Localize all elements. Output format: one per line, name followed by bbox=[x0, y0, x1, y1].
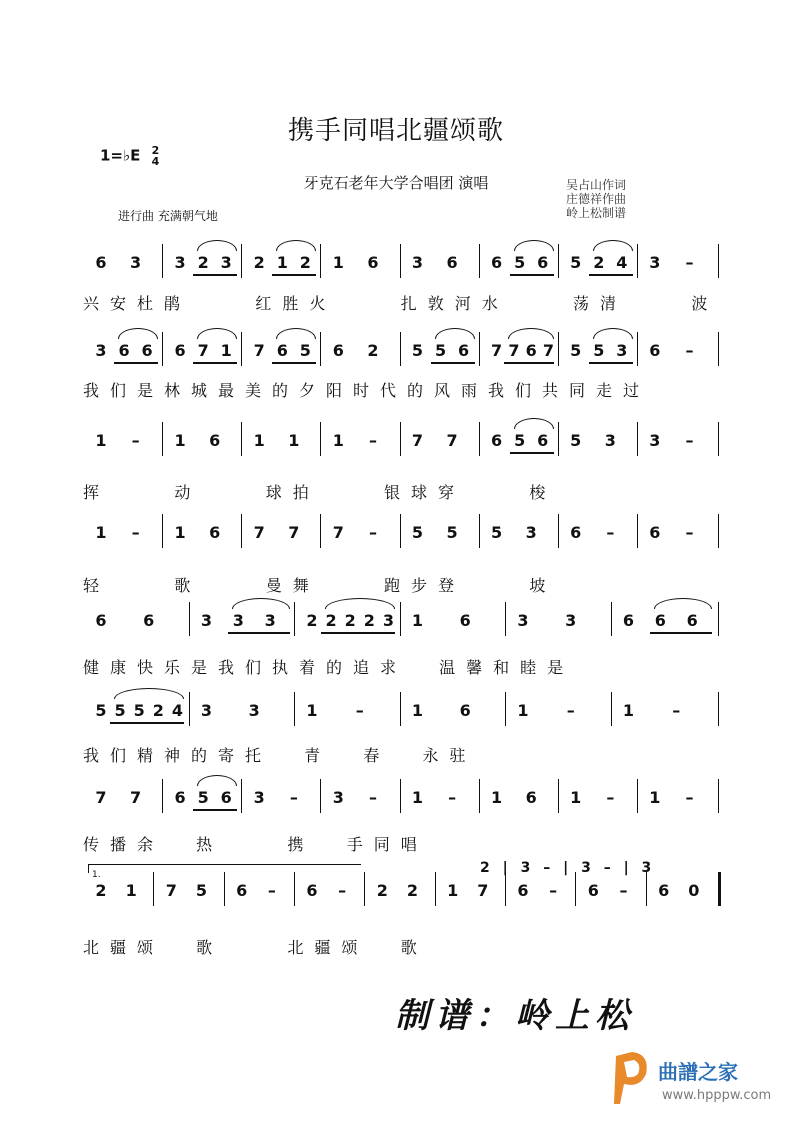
note: 6 bbox=[649, 523, 661, 542]
end-barline bbox=[718, 422, 719, 456]
beam-underline bbox=[431, 362, 475, 364]
watermark-logo-icon bbox=[610, 1048, 654, 1108]
note: 2 bbox=[363, 611, 375, 630]
note: 3 bbox=[200, 701, 213, 720]
note: 1 bbox=[288, 431, 300, 450]
note: 6 bbox=[236, 881, 248, 900]
barline bbox=[320, 244, 321, 278]
volta-bracket bbox=[88, 864, 361, 873]
barline bbox=[637, 779, 638, 813]
note: 1 bbox=[95, 523, 107, 542]
beam-underline bbox=[650, 632, 712, 634]
note: – bbox=[685, 431, 694, 450]
barline bbox=[400, 514, 401, 548]
slur bbox=[232, 598, 290, 609]
slur bbox=[276, 240, 316, 251]
note: 6 bbox=[525, 788, 537, 807]
note: 3 bbox=[232, 611, 244, 630]
note: 6 bbox=[306, 881, 318, 900]
note: 6 bbox=[458, 341, 470, 360]
note: 3 bbox=[200, 611, 213, 630]
note: 6 bbox=[537, 253, 549, 272]
note: 6 bbox=[570, 523, 582, 542]
watermark-url: www.hpppw.com bbox=[662, 1088, 772, 1103]
note: 7 bbox=[95, 788, 107, 807]
end-barline bbox=[718, 244, 719, 278]
slur bbox=[593, 328, 633, 339]
beam-underline bbox=[504, 362, 554, 364]
note: – bbox=[672, 701, 681, 720]
note: – bbox=[685, 341, 694, 360]
note: 7 bbox=[288, 523, 300, 542]
note: – bbox=[131, 523, 140, 542]
barline bbox=[637, 422, 638, 456]
beam-underline bbox=[193, 362, 237, 364]
beam-underline bbox=[510, 274, 554, 276]
note: 3 bbox=[95, 341, 107, 360]
note: 5 bbox=[299, 341, 311, 360]
barline bbox=[479, 779, 480, 813]
note: 2 bbox=[344, 611, 356, 630]
note: 5 bbox=[570, 253, 582, 272]
performer: 牙克石老年大学合唱团 演唱 bbox=[303, 174, 489, 192]
note: 7 bbox=[129, 788, 142, 807]
note: 1 bbox=[174, 523, 186, 542]
slur bbox=[197, 775, 237, 786]
volta-label: 1. bbox=[92, 870, 101, 880]
score-line bbox=[0, 608, 792, 680]
note: – bbox=[549, 881, 558, 900]
lyric-line: 我们精神的寄托 青 春 永驻 bbox=[83, 746, 477, 765]
note: 5 bbox=[197, 788, 209, 807]
note: 0 bbox=[688, 881, 700, 900]
note: 3 bbox=[174, 253, 186, 272]
note: 3 bbox=[604, 431, 616, 450]
barline bbox=[162, 779, 163, 813]
arranger: 岭上松制谱 bbox=[566, 206, 627, 220]
note: – bbox=[606, 523, 615, 542]
barline bbox=[611, 602, 612, 636]
slur bbox=[325, 598, 395, 609]
note: – bbox=[566, 701, 575, 720]
beam-underline bbox=[272, 362, 316, 364]
note: 1 bbox=[306, 701, 318, 720]
note: 6 bbox=[537, 431, 549, 450]
barline bbox=[364, 872, 365, 906]
lyric-line: 挥 动 球拍 银球穿 梭 bbox=[83, 483, 557, 502]
note: 6 bbox=[525, 341, 537, 360]
note: 7 bbox=[165, 881, 177, 900]
barline bbox=[162, 422, 163, 456]
note: 1 bbox=[332, 431, 344, 450]
beam-underline bbox=[193, 809, 237, 811]
note: 1 bbox=[95, 431, 107, 450]
barline bbox=[294, 602, 295, 636]
barline bbox=[153, 872, 154, 906]
note: 6 bbox=[220, 788, 232, 807]
barline bbox=[241, 422, 242, 456]
barline bbox=[558, 422, 559, 456]
lyric-line: 兴安杜鹃 红胜火 扎敦河水 荡清 波 bbox=[83, 294, 719, 313]
barline bbox=[400, 332, 401, 366]
barline bbox=[479, 332, 480, 366]
lyric-line: 我们是林城最美的夕阳时代的风雨我们共同走过 bbox=[83, 381, 651, 400]
slur bbox=[197, 240, 237, 251]
barline bbox=[189, 602, 190, 636]
note: 6 bbox=[491, 431, 503, 450]
barline bbox=[435, 872, 436, 906]
note: 1 bbox=[491, 788, 503, 807]
barline bbox=[241, 779, 242, 813]
beam-underline bbox=[228, 632, 290, 634]
note: 5 bbox=[491, 523, 503, 542]
end-barline bbox=[718, 692, 719, 726]
barline bbox=[505, 692, 506, 726]
note: 7 bbox=[477, 881, 489, 900]
note: 7 bbox=[508, 341, 520, 360]
note: 6 bbox=[658, 881, 670, 900]
note: 5 bbox=[434, 341, 447, 360]
note: 6 bbox=[209, 431, 221, 450]
barline bbox=[320, 779, 321, 813]
barline bbox=[637, 244, 638, 278]
note: 1 bbox=[253, 431, 265, 450]
note: 3 bbox=[649, 253, 661, 272]
note: 2 bbox=[253, 253, 265, 272]
note: 7 bbox=[253, 341, 265, 360]
note: 3 bbox=[525, 523, 537, 542]
note: 5 bbox=[514, 431, 526, 450]
note: 5 bbox=[411, 523, 424, 542]
barline bbox=[400, 244, 401, 278]
barline bbox=[162, 244, 163, 278]
barline bbox=[241, 244, 242, 278]
barline bbox=[241, 514, 242, 548]
note: 1 bbox=[517, 701, 529, 720]
lyric-line: 北疆颂 歌 北疆颂 歌 bbox=[83, 938, 428, 957]
end-barline bbox=[718, 602, 719, 636]
barline bbox=[637, 514, 638, 548]
beam-underline bbox=[114, 362, 158, 364]
end-barline bbox=[718, 779, 719, 813]
note: 6 bbox=[141, 341, 153, 360]
note: 6 bbox=[174, 788, 186, 807]
note: 1 bbox=[125, 881, 137, 900]
barline bbox=[637, 332, 638, 366]
key-label: 1=♭E bbox=[100, 146, 141, 165]
beam-underline bbox=[272, 274, 316, 276]
note: 2 bbox=[325, 611, 337, 630]
note: 6 bbox=[459, 701, 471, 720]
barline bbox=[400, 779, 401, 813]
note: 6 bbox=[276, 341, 288, 360]
note: 6 bbox=[95, 611, 107, 630]
note: 3 bbox=[332, 788, 344, 807]
barline bbox=[558, 332, 559, 366]
note: 1 bbox=[411, 788, 424, 807]
note: 6 bbox=[517, 881, 529, 900]
watermark-name: 曲譜之家 bbox=[658, 1060, 738, 1084]
note: 1 bbox=[220, 341, 232, 360]
note: 2 bbox=[197, 253, 209, 272]
lyricist: 吴占山作词 bbox=[566, 178, 627, 192]
note: 3 bbox=[248, 701, 260, 720]
barline bbox=[241, 332, 242, 366]
barline bbox=[505, 602, 506, 636]
slur bbox=[435, 328, 475, 339]
key-signature bbox=[100, 145, 159, 167]
note: 1 bbox=[276, 253, 288, 272]
note: 5 bbox=[593, 341, 605, 360]
note: 3 bbox=[264, 611, 276, 630]
end-barline bbox=[718, 872, 721, 906]
score-line bbox=[0, 250, 792, 322]
note: 6 bbox=[118, 341, 130, 360]
note: – bbox=[131, 431, 140, 450]
slur bbox=[514, 240, 554, 251]
beam-underline bbox=[193, 274, 237, 276]
note: 3 bbox=[616, 341, 628, 360]
note: 4 bbox=[616, 253, 628, 272]
slur bbox=[197, 328, 237, 339]
tempo-marking: 进行曲 充满朝气地 bbox=[118, 209, 218, 223]
note: – bbox=[685, 523, 694, 542]
credits bbox=[566, 178, 626, 220]
end-barline bbox=[718, 514, 719, 548]
barline bbox=[294, 872, 295, 906]
note: 1 bbox=[411, 701, 424, 720]
note: 2 bbox=[95, 881, 107, 900]
note: 1 bbox=[622, 701, 635, 720]
note: 6 bbox=[143, 611, 155, 630]
note: 5 bbox=[114, 701, 126, 720]
note: 2 bbox=[406, 881, 419, 900]
note: 6 bbox=[622, 611, 635, 630]
note: – bbox=[606, 788, 615, 807]
note: 3 bbox=[382, 611, 394, 630]
page-title: 携手同唱北疆颂歌 bbox=[287, 116, 504, 146]
note: – bbox=[685, 253, 694, 272]
barline bbox=[575, 872, 576, 906]
note: 5 bbox=[446, 523, 458, 542]
watermark bbox=[610, 1048, 772, 1112]
note: 1 bbox=[447, 881, 459, 900]
note: 6 bbox=[367, 253, 379, 272]
note: – bbox=[368, 431, 377, 450]
note: 3 bbox=[649, 431, 661, 450]
slur bbox=[514, 418, 554, 429]
note: 5 bbox=[570, 341, 582, 360]
barline bbox=[320, 332, 321, 366]
note: 3 bbox=[129, 253, 142, 272]
note: 2 bbox=[152, 701, 164, 720]
note: 6 bbox=[654, 611, 666, 630]
note: – bbox=[355, 701, 364, 720]
slur bbox=[593, 240, 633, 251]
barline bbox=[479, 422, 480, 456]
slur bbox=[118, 328, 158, 339]
beam-underline bbox=[110, 722, 184, 724]
barline bbox=[479, 514, 480, 548]
barline bbox=[558, 779, 559, 813]
note: 2 bbox=[299, 253, 311, 272]
score-line bbox=[0, 338, 792, 410]
note: 7 bbox=[197, 341, 209, 360]
note: 7 bbox=[491, 341, 503, 360]
barline bbox=[479, 244, 480, 278]
note: 7 bbox=[542, 341, 555, 360]
score-line bbox=[0, 785, 792, 857]
note: 7 bbox=[411, 431, 424, 450]
note: 3 bbox=[565, 611, 577, 630]
note: – bbox=[368, 788, 377, 807]
score-line bbox=[0, 428, 792, 500]
note: – bbox=[448, 788, 457, 807]
signature: 制谱：岭上松 bbox=[395, 996, 635, 1036]
beam-underline bbox=[589, 274, 633, 276]
note: 6 bbox=[649, 341, 661, 360]
score-line bbox=[0, 520, 792, 595]
lyric-line: 轻 歌 曼舞 跑步登 坡 bbox=[83, 576, 557, 595]
barline bbox=[558, 244, 559, 278]
note: 3 bbox=[253, 788, 265, 807]
note: 5 bbox=[133, 701, 145, 720]
barline bbox=[320, 422, 321, 456]
slur bbox=[276, 328, 316, 339]
note: 6 bbox=[587, 881, 599, 900]
note: 3 bbox=[517, 611, 529, 630]
end-barline bbox=[718, 332, 719, 366]
note: 5 bbox=[570, 431, 582, 450]
note: 2 bbox=[367, 341, 379, 360]
note: – bbox=[368, 523, 377, 542]
note: 7 bbox=[332, 523, 344, 542]
barline bbox=[224, 872, 225, 906]
barline bbox=[558, 514, 559, 548]
note: 3 bbox=[411, 253, 424, 272]
beam-underline bbox=[510, 452, 554, 454]
note: 6 bbox=[446, 253, 458, 272]
note: 5 bbox=[195, 881, 208, 900]
slur bbox=[508, 328, 554, 339]
slur bbox=[114, 688, 184, 699]
time-bottom: 4 bbox=[151, 155, 160, 168]
barline bbox=[400, 422, 401, 456]
barline bbox=[400, 692, 401, 726]
note: 4 bbox=[171, 701, 183, 720]
note: – bbox=[289, 788, 298, 807]
beam-underline bbox=[589, 362, 633, 364]
score-line bbox=[0, 860, 792, 957]
beam-underline bbox=[321, 632, 395, 634]
lyric-line: 传播余 热 携 手同唱 bbox=[83, 835, 428, 854]
note: 1 bbox=[332, 253, 344, 272]
note: – bbox=[267, 881, 276, 900]
lyric-line: 健康快乐是我们执着的追求 温馨和睦是 bbox=[83, 658, 575, 677]
composer: 庄德祥作曲 bbox=[566, 192, 627, 206]
note: 2 bbox=[306, 611, 318, 630]
note: – bbox=[338, 881, 347, 900]
time-signature bbox=[152, 145, 160, 167]
note: 6 bbox=[95, 253, 107, 272]
slur bbox=[654, 598, 712, 609]
note: – bbox=[619, 881, 628, 900]
note: 1 bbox=[570, 788, 582, 807]
note: 6 bbox=[491, 253, 503, 272]
time-top: 2 bbox=[151, 144, 160, 157]
note: 6 bbox=[209, 523, 221, 542]
note: 2 bbox=[593, 253, 605, 272]
barline bbox=[162, 332, 163, 366]
note: 5 bbox=[514, 253, 526, 272]
note: 7 bbox=[446, 431, 458, 450]
note: 2 bbox=[376, 881, 388, 900]
barline bbox=[646, 872, 647, 906]
score-line bbox=[0, 698, 792, 770]
barline bbox=[400, 602, 401, 636]
note: 3 bbox=[220, 253, 232, 272]
note: 6 bbox=[686, 611, 698, 630]
note: 1 bbox=[174, 431, 186, 450]
note: 5 bbox=[95, 701, 107, 720]
note: – bbox=[685, 788, 694, 807]
upper-voice: 2 | 3 – | 3 – | 3 bbox=[480, 860, 656, 876]
barline bbox=[294, 692, 295, 726]
note: 5 bbox=[411, 341, 424, 360]
note: 6 bbox=[174, 341, 186, 360]
note: 1 bbox=[411, 611, 424, 630]
note: 1 bbox=[649, 788, 661, 807]
note: 6 bbox=[459, 611, 471, 630]
note: 7 bbox=[253, 523, 265, 542]
barline bbox=[611, 692, 612, 726]
barline bbox=[189, 692, 190, 726]
barline bbox=[505, 872, 506, 906]
barline bbox=[162, 514, 163, 548]
note: 6 bbox=[332, 341, 344, 360]
barline bbox=[320, 514, 321, 548]
